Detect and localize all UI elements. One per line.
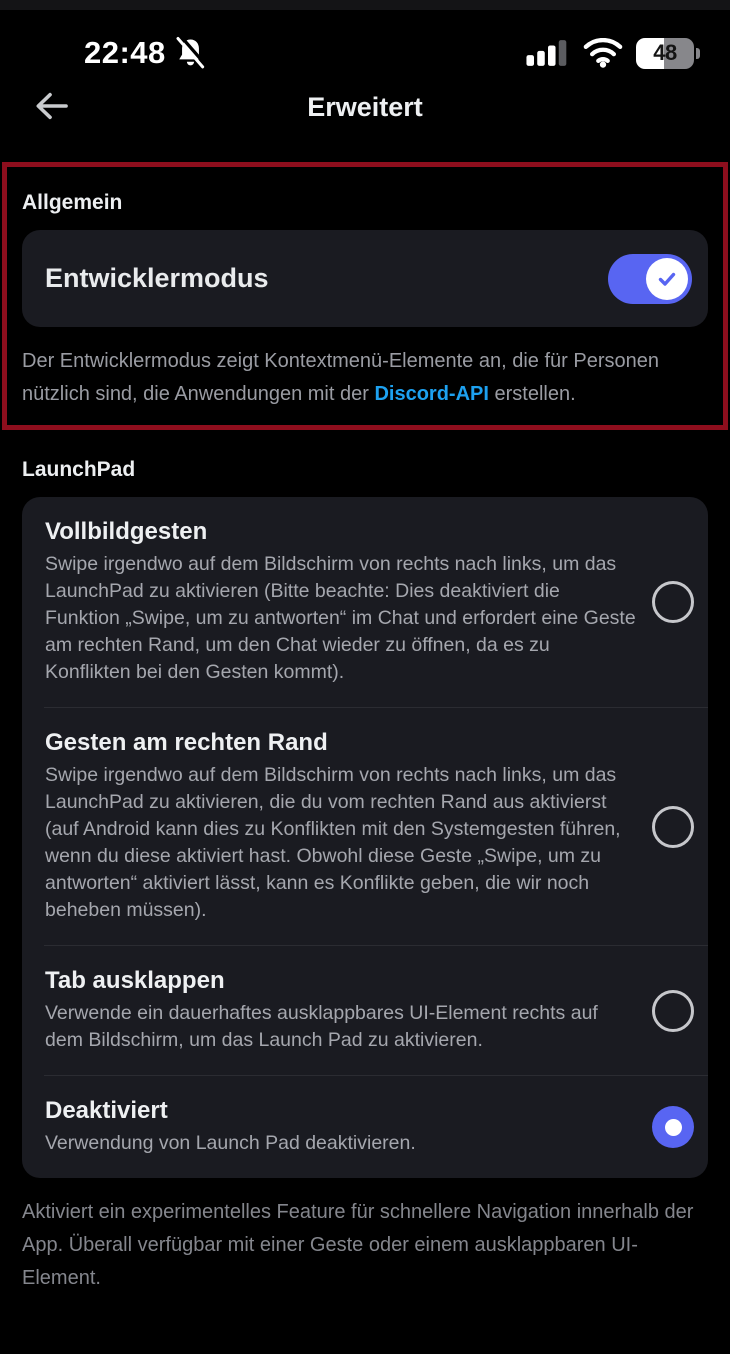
battery-percent: 48 [653, 40, 677, 65]
radio-unselected-icon[interactable] [652, 806, 694, 848]
option-description: Verwende ein dauerhaftes ausklappbares UI-Element rechts auf dem Bildschirm, um das Launch Pad zu aktivieren. [45, 1002, 598, 1051]
section-heading-allgemein: Allgemein [22, 191, 123, 214]
cellular-signal-icon [526, 39, 570, 67]
option-tab-ausklappen[interactable] [22, 946, 708, 1075]
launchpad-options-card [22, 497, 708, 1178]
option-deaktiviert[interactable] [22, 1076, 708, 1178]
screen-top-strip [0, 0, 730, 10]
status-time: 22:48 [84, 35, 166, 70]
toggle-knob [646, 258, 688, 300]
highlight-annotation-box [2, 162, 728, 430]
developer-mode-row[interactable] [22, 230, 708, 327]
back-button[interactable] [32, 88, 72, 124]
option-title: Vollbildgesten [45, 518, 208, 545]
battery-icon [636, 38, 700, 69]
option-vollbildgesten[interactable] [22, 497, 708, 707]
option-title: Tab ausklappen [45, 967, 225, 994]
check-icon [655, 267, 679, 291]
wifi-icon [583, 38, 623, 68]
navigation-header [0, 84, 730, 134]
radio-unselected-icon[interactable] [652, 990, 694, 1032]
option-description: Swipe irgendwo auf dem Bildschirm von rechts nach links, um das LaunchPad zu aktivieren, die du vom rechten Rand aus aktivierst (auf Android kann dies zu Konflikten mit den Systemgesten führen, wenn du diese aktiviert hast. Obwohl diese Geste „Swipe, um zu antworten“ aktiviert lässt, kann es Konflikte geben, die wir noch beheben müssen). [45, 764, 621, 921]
discord-api-link[interactable]: Discord-API [374, 383, 489, 405]
radio-unselected-icon[interactable] [652, 581, 694, 623]
option-title: Deaktiviert [45, 1097, 168, 1124]
developer-mode-label: Entwicklermodus [45, 263, 269, 293]
developer-mode-description [22, 345, 682, 419]
back-arrow-icon [32, 90, 70, 122]
status-bar [0, 10, 730, 68]
page-title: Erweitert [307, 92, 423, 122]
radio-selected-icon[interactable] [652, 1106, 694, 1148]
description-text: erstellen. [488, 383, 576, 405]
option-gesten-am-rechten-rand[interactable] [22, 708, 708, 945]
section-heading-launchpad: LaunchPad [22, 458, 136, 481]
option-description: Swipe irgendwo auf dem Bildschirm von rechts nach links, um das LaunchPad zu aktivieren (Bitte beachte: Dies deaktiviert die Funktion „Swipe, um zu antworten“ im Chat und erfordert eine Geste am rechten Rand, um den Chat wieder zu öffnen, da es zu Konflikten bei den Gesten kommt). [45, 553, 636, 683]
developer-mode-toggle[interactable] [608, 254, 692, 304]
option-title: Gesten am rechten Rand [45, 729, 328, 756]
description-text: Der Entwicklermodus zeigt Kontextmenü-Elemente an, die für Personen nützlich sind, die Anwendungen mit der [22, 350, 659, 405]
option-description: Verwendung von Launch Pad deaktivieren. [45, 1132, 416, 1154]
launchpad-footer-note: Aktiviert ein experimentelles Feature für schnellere Navigation innerhalb der App. Überall verfügbar mit einer Geste oder einem ausklappbaren UI-Element. [22, 1201, 694, 1289]
muted-bell-icon [175, 36, 206, 71]
